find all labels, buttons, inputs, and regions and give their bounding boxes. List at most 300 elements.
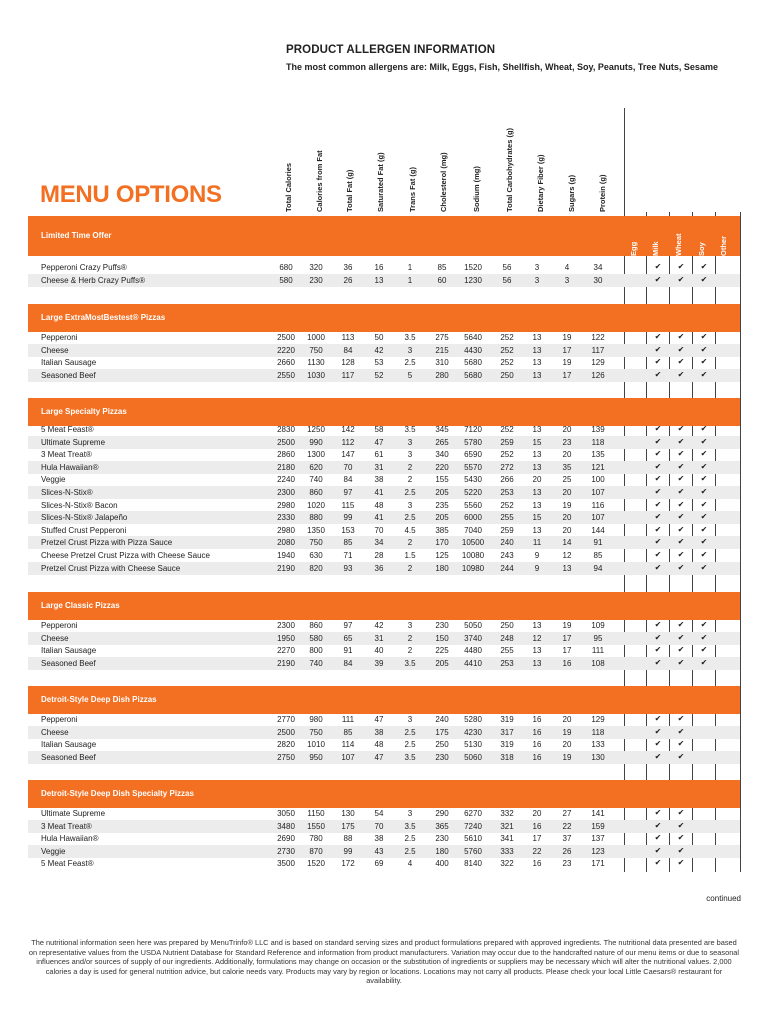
nutrition-value: 3.5 xyxy=(404,752,416,762)
check-icon: ✔ xyxy=(700,424,708,433)
nutrition-value: 250 xyxy=(500,621,514,630)
check-icon: ✔ xyxy=(700,645,708,655)
nutrition-value: 26 xyxy=(343,275,353,285)
section-title: Detroit-Style Deep Dish Pizzas xyxy=(41,695,157,704)
item-name: Cheese xyxy=(41,633,69,643)
nutrition-value: 2500 xyxy=(277,727,295,737)
nutrition-value: 172 xyxy=(341,859,355,869)
document-header xyxy=(286,44,718,72)
check-icon: ✔ xyxy=(654,726,662,736)
section-header xyxy=(28,304,740,332)
nutrition-value: 8140 xyxy=(464,859,482,869)
nutrition-value: 20 xyxy=(562,488,572,497)
nutrition-value: 109 xyxy=(591,621,605,630)
check-icon: ✔ xyxy=(654,332,662,341)
nutrition-value: 252 xyxy=(500,333,514,342)
nutrition-value: 7120 xyxy=(464,425,482,434)
check-icon: ✔ xyxy=(677,369,685,379)
nutrition-value: 155 xyxy=(435,475,449,485)
nutrition-value: 16 xyxy=(374,263,384,272)
item-name: Pepperoni Crazy Puffs® xyxy=(41,263,127,272)
table-row xyxy=(28,448,740,461)
nutrition-value: 880 xyxy=(309,513,323,523)
item-name: 3 Meat Treat® xyxy=(41,450,92,460)
nutrition-value: 115 xyxy=(341,500,355,510)
nutrition-value: 85 xyxy=(437,263,447,272)
nutrition-value: 4230 xyxy=(464,727,482,737)
column-header-label: Saturated Fat (g) xyxy=(376,152,385,212)
nutrition-value: 13 xyxy=(532,345,542,355)
check-icon: ✔ xyxy=(654,499,662,509)
check-icon: ✔ xyxy=(677,449,685,459)
nutrition-value: 252 xyxy=(500,425,514,434)
check-icon: ✔ xyxy=(654,739,662,749)
check-icon: ✔ xyxy=(654,524,662,534)
nutrition-value: 2 xyxy=(407,646,413,656)
check-icon: ✔ xyxy=(654,845,662,855)
allergen-header-label: Soy xyxy=(697,242,706,256)
nutrition-value: 128 xyxy=(341,358,355,368)
nutrition-value: 2860 xyxy=(277,450,295,460)
check-icon: ✔ xyxy=(677,262,685,271)
nutrition-value: 19 xyxy=(562,727,572,737)
nutrition-value: 112 xyxy=(341,437,355,447)
nutrition-value: 133 xyxy=(591,740,605,750)
nutrition-value: 19 xyxy=(562,752,572,762)
nutrition-value: 3.5 xyxy=(404,821,416,831)
nutrition-value: 5560 xyxy=(464,500,482,510)
nutrition-value: 253 xyxy=(500,658,514,668)
nutrition-value: 30 xyxy=(593,275,603,285)
nutrition-value: 60 xyxy=(437,275,447,285)
nutrition-value: 2240 xyxy=(277,475,295,485)
table-row xyxy=(28,261,740,274)
check-icon: ✔ xyxy=(677,344,685,354)
table-row xyxy=(28,436,740,449)
nutrition-value: 345 xyxy=(435,425,449,434)
nutrition-value: 820 xyxy=(309,563,323,573)
check-icon: ✔ xyxy=(677,332,685,341)
nutrition-value: 1520 xyxy=(307,859,325,869)
check-icon: ✔ xyxy=(677,714,685,723)
nutrition-value: 1020 xyxy=(307,500,325,510)
nutrition-value: 2220 xyxy=(277,345,295,355)
nutrition-value: 244 xyxy=(500,563,514,573)
column-header-label: Total Carbohydrates (g) xyxy=(505,127,514,212)
nutrition-value: 2770 xyxy=(277,715,295,724)
item-name: Seasoned Beef xyxy=(41,370,96,380)
nutrition-value: 580 xyxy=(309,633,323,643)
nutrition-value: 107 xyxy=(591,513,605,523)
nutrition-value: 1250 xyxy=(307,425,325,434)
nutrition-value: 17 xyxy=(562,345,572,355)
nutrition-value: 250 xyxy=(435,740,449,750)
nutrition-value: 240 xyxy=(435,715,449,724)
nutrition-value: 147 xyxy=(341,450,355,460)
item-name: Pepperoni xyxy=(41,621,78,630)
item-name: Veggie xyxy=(41,846,66,856)
nutrition-value: 225 xyxy=(435,646,449,656)
nutrition-value: 180 xyxy=(435,846,449,856)
nutrition-value: 10080 xyxy=(461,551,485,560)
nutrition-value: 320 xyxy=(309,263,323,272)
nutrition-value: 129 xyxy=(591,358,605,368)
nutrition-value: 129 xyxy=(591,715,605,724)
allergen-header-label: Egg xyxy=(629,241,638,256)
nutrition-value: 118 xyxy=(591,437,605,447)
nutrition-value: 16 xyxy=(532,821,542,831)
item-name: Veggie xyxy=(41,475,66,485)
nutrition-value: 111 xyxy=(591,646,605,656)
nutrition-value: 255 xyxy=(500,646,514,656)
table-row xyxy=(28,536,740,549)
check-icon: ✔ xyxy=(654,833,662,843)
nutrition-value: 61 xyxy=(374,450,384,460)
nutrition-value: 126 xyxy=(591,370,605,380)
check-icon: ✔ xyxy=(700,461,708,471)
column-header xyxy=(343,110,357,212)
check-icon: ✔ xyxy=(677,726,685,736)
nutrition-value: 23 xyxy=(562,859,572,869)
nutrition-value: 122 xyxy=(591,333,605,342)
nutrition-value: 41 xyxy=(374,488,384,497)
nutrition-value: 1 xyxy=(407,263,413,272)
nutrition-value: 2270 xyxy=(277,646,295,656)
nutrition-value: 13 xyxy=(532,621,542,630)
nutrition-value: 1150 xyxy=(307,809,325,818)
nutrition-value: 13 xyxy=(532,450,542,460)
check-icon: ✔ xyxy=(654,344,662,354)
column-header-label: Sugars (g) xyxy=(567,174,576,212)
table-row xyxy=(28,820,740,833)
nutrition-value: 117 xyxy=(341,370,355,380)
nutrition-value: 48 xyxy=(374,500,384,510)
table-row xyxy=(28,369,740,382)
section-header xyxy=(28,686,740,714)
nutrition-value: 20 xyxy=(532,475,542,485)
nutrition-value: 48 xyxy=(374,740,384,750)
nutrition-value: 139 xyxy=(591,425,605,434)
nutrition-value: 2830 xyxy=(277,425,295,434)
item-name: Slices-N-Stix® Jalapeño xyxy=(41,513,128,523)
allergen-divider xyxy=(740,212,741,872)
check-icon: ✔ xyxy=(654,357,662,367)
check-icon: ✔ xyxy=(700,499,708,509)
nutrition-value: 2.5 xyxy=(404,513,416,523)
nutrition-value: 2 xyxy=(407,563,413,573)
item-name: Cheese & Herb Crazy Puffs® xyxy=(41,275,146,285)
table-row xyxy=(28,274,740,287)
nutrition-value: 111 xyxy=(341,715,355,724)
nutrition-value: 4410 xyxy=(464,658,482,668)
nutrition-value: 2980 xyxy=(277,500,295,510)
nutrition-value: 2550 xyxy=(277,370,295,380)
nutrition-value: 1230 xyxy=(464,275,482,285)
nutrition-value: 175 xyxy=(341,821,355,831)
nutrition-value: 56 xyxy=(502,275,512,285)
item-name: Slices-N-Stix® Bacon xyxy=(41,500,118,510)
nutrition-value: 113 xyxy=(341,333,355,342)
item-name: Seasoned Beef xyxy=(41,658,96,668)
nutrition-value: 3 xyxy=(407,345,413,355)
nutrition-value: 38 xyxy=(374,727,384,737)
check-icon: ✔ xyxy=(654,436,662,446)
table-row xyxy=(28,511,740,524)
nutrition-value: 2.5 xyxy=(404,846,416,856)
nutrition-value: 750 xyxy=(309,727,323,737)
nutrition-value: 230 xyxy=(435,834,449,844)
nutrition-value: 20 xyxy=(532,809,542,818)
nutrition-value: 230 xyxy=(435,752,449,762)
nutrition-value: 85 xyxy=(593,551,603,560)
nutrition-value: 3 xyxy=(407,715,413,724)
nutrition-value: 144 xyxy=(591,525,605,535)
nutrition-value: 5760 xyxy=(464,846,482,856)
nutrition-value: 5680 xyxy=(464,358,482,368)
table-row xyxy=(28,845,740,858)
nutrition-value: 38 xyxy=(374,834,384,844)
nutrition-value: 5780 xyxy=(464,437,482,447)
check-icon: ✔ xyxy=(654,562,662,572)
nutrition-value: 99 xyxy=(343,846,353,856)
column-header-label: Trans Fat (g) xyxy=(408,166,417,212)
nutrition-value: 259 xyxy=(500,437,514,447)
check-icon: ✔ xyxy=(700,474,708,484)
check-icon: ✔ xyxy=(677,657,685,667)
nutrition-value: 2.5 xyxy=(404,727,416,737)
check-icon: ✔ xyxy=(700,436,708,446)
nutrition-value: 2330 xyxy=(277,513,295,523)
check-icon: ✔ xyxy=(654,657,662,667)
nutrition-value: 4 xyxy=(407,859,413,869)
nutrition-value: 252 xyxy=(500,500,514,510)
nutrition-value: 19 xyxy=(562,621,572,630)
nutrition-value: 2190 xyxy=(277,563,295,573)
check-icon: ✔ xyxy=(677,474,685,484)
nutrition-value: 13 xyxy=(532,462,542,472)
nutrition-value: 114 xyxy=(341,740,355,750)
column-header xyxy=(437,110,451,212)
nutrition-value: 230 xyxy=(435,621,449,630)
nutrition-value: 94 xyxy=(593,563,603,573)
nutrition-value: 69 xyxy=(374,859,384,869)
nutrition-value: 13 xyxy=(532,358,542,368)
nutrition-value: 141 xyxy=(591,809,605,818)
check-icon: ✔ xyxy=(700,620,708,629)
nutrition-value: 620 xyxy=(309,462,323,472)
table-row xyxy=(28,549,740,562)
nutrition-value: 170 xyxy=(435,538,449,548)
table-row xyxy=(28,486,740,499)
nutrition-value: 4480 xyxy=(464,646,482,656)
nutrition-value: 3 xyxy=(534,275,540,285)
nutrition-value: 20 xyxy=(562,525,572,535)
nutrition-value: 4430 xyxy=(464,345,482,355)
nutrition-value: 123 xyxy=(591,846,605,856)
nutrition-value: 750 xyxy=(309,538,323,548)
item-name: Seasoned Beef xyxy=(41,752,96,762)
nutrition-value: 43 xyxy=(374,846,384,856)
nutrition-value: 7240 xyxy=(464,821,482,831)
check-icon: ✔ xyxy=(677,524,685,534)
check-icon: ✔ xyxy=(677,739,685,749)
check-icon: ✔ xyxy=(654,512,662,522)
nutrition-value: 22 xyxy=(532,846,542,856)
table-row xyxy=(28,344,740,357)
nutrition-value: 6000 xyxy=(464,513,482,523)
nutrition-value: 13 xyxy=(532,333,542,342)
nutrition-value: 800 xyxy=(309,646,323,656)
column-header xyxy=(313,110,327,212)
table-row xyxy=(28,738,740,751)
nutrition-value: 1550 xyxy=(307,821,325,831)
nutrition-value: 26 xyxy=(562,846,572,856)
nutrition-value: 65 xyxy=(343,633,353,643)
nutrition-value: 5220 xyxy=(464,488,482,497)
nutrition-value: 150 xyxy=(435,633,449,643)
nutrition-value: 2.5 xyxy=(404,358,416,368)
nutrition-value: 13 xyxy=(532,500,542,510)
nutrition-value: 85 xyxy=(343,538,353,548)
nutrition-value: 20 xyxy=(562,450,572,460)
nutrition-value: 1130 xyxy=(307,358,325,368)
nutrition-value: 252 xyxy=(500,450,514,460)
nutrition-value: 53 xyxy=(374,358,384,368)
nutrition-value: 175 xyxy=(435,727,449,737)
nutrition-value: 332 xyxy=(500,809,514,818)
column-header xyxy=(406,110,420,212)
nutrition-value: 25 xyxy=(562,475,572,485)
check-icon: ✔ xyxy=(677,751,685,761)
nutrition-value: 23 xyxy=(562,437,572,447)
allergen-header-label: Wheat xyxy=(674,233,683,256)
nutrition-value: 1 xyxy=(407,275,413,285)
item-name: Hula Hawaiian® xyxy=(41,834,99,844)
table-row xyxy=(28,356,740,369)
check-icon: ✔ xyxy=(700,274,708,284)
nutrition-value: 142 xyxy=(341,425,355,434)
nutrition-value: 91 xyxy=(593,538,603,548)
nutrition-value: 108 xyxy=(591,658,605,668)
nutrition-value: 3.5 xyxy=(404,425,416,434)
nutrition-value: 19 xyxy=(562,333,572,342)
nutrition-value: 9 xyxy=(534,563,540,573)
nutrition-value: 97 xyxy=(343,488,353,497)
check-icon: ✔ xyxy=(677,357,685,367)
nutrition-value: 870 xyxy=(309,846,323,856)
nutrition-value: 205 xyxy=(435,488,449,497)
nutrition-value: 180 xyxy=(435,563,449,573)
nutrition-value: 680 xyxy=(279,263,293,272)
check-icon: ✔ xyxy=(654,487,662,496)
item-name: Ultimate Supreme xyxy=(41,437,106,447)
table-row xyxy=(28,832,740,845)
nutrition-value: 47 xyxy=(374,752,384,762)
check-icon: ✔ xyxy=(677,845,685,855)
nutrition-value: 135 xyxy=(591,450,605,460)
check-icon: ✔ xyxy=(700,332,708,341)
allergen-header xyxy=(696,214,710,256)
nutrition-value: 38 xyxy=(374,475,384,485)
check-icon: ✔ xyxy=(700,357,708,367)
item-name: 5 Meat Feast® xyxy=(41,859,94,869)
nutrition-value: 100 xyxy=(591,475,605,485)
nutrition-value: 130 xyxy=(591,752,605,762)
check-icon: ✔ xyxy=(654,751,662,761)
column-header-label: Cholesterol (mg) xyxy=(439,152,448,212)
check-icon: ✔ xyxy=(654,808,662,817)
nutrition-value: 17 xyxy=(562,646,572,656)
nutrition-value: 5680 xyxy=(464,370,482,380)
nutrition-value: 88 xyxy=(343,834,353,844)
nutrition-value: 118 xyxy=(591,727,605,737)
section-title: Large Classic Pizzas xyxy=(41,601,120,610)
nutrition-value: 235 xyxy=(435,500,449,510)
item-name: Pepperoni xyxy=(41,333,78,342)
nutrition-value: 36 xyxy=(374,563,384,573)
nutrition-value: 84 xyxy=(343,345,353,355)
column-header xyxy=(534,110,548,212)
nutrition-value: 1000 xyxy=(307,333,325,342)
nutrition-value: 255 xyxy=(500,513,514,523)
nutrition-value: 3050 xyxy=(277,809,295,818)
nutrition-value: 14 xyxy=(562,538,572,548)
allergen-header xyxy=(673,214,687,256)
nutrition-value: 3 xyxy=(564,275,570,285)
nutrition-value: 1950 xyxy=(277,633,295,643)
check-icon: ✔ xyxy=(677,645,685,655)
nutrition-value: 2190 xyxy=(277,658,295,668)
nutrition-value: 20 xyxy=(562,513,572,523)
column-header-label: Sodium (mg) xyxy=(472,166,481,212)
column-header xyxy=(596,110,610,212)
nutrition-value: 13 xyxy=(532,370,542,380)
nutrition-value: 2500 xyxy=(277,333,295,342)
nutrition-value: 22 xyxy=(562,821,572,831)
nutrition-value: 259 xyxy=(500,525,514,535)
nutrition-value: 3.5 xyxy=(404,333,416,342)
nutrition-value: 171 xyxy=(591,859,605,869)
item-name: Hula Hawaiian® xyxy=(41,462,99,472)
check-icon: ✔ xyxy=(677,632,685,642)
nutrition-value: 980 xyxy=(309,715,323,724)
nutrition-value: 27 xyxy=(562,809,572,818)
nutrition-value: 13 xyxy=(374,275,384,285)
nutrition-value: 84 xyxy=(343,475,353,485)
menu-options-title: MENU OPTIONS xyxy=(40,181,222,208)
nutrition-value: 37 xyxy=(562,834,572,844)
nutrition-value: 28 xyxy=(374,551,384,560)
nutrition-value: 91 xyxy=(343,646,353,656)
nutrition-value: 12 xyxy=(562,551,572,560)
table-row xyxy=(28,461,740,474)
nutrition-value: 275 xyxy=(435,333,449,342)
nutrition-value: 7040 xyxy=(464,525,482,535)
column-header xyxy=(282,110,296,212)
item-name: Pretzel Crust Pizza with Pizza Sauce xyxy=(41,538,173,548)
page-subtitle: The most common allergens are: Milk, Eggs, Fish, Shellfish, Wheat, Soy, Peanuts, Tree Nuts, Sesame xyxy=(286,62,718,72)
nutrition-value: 97 xyxy=(343,621,353,630)
nutrition-value: 13 xyxy=(532,525,542,535)
nutrition-value: 17 xyxy=(562,370,572,380)
nutrition-value: 230 xyxy=(309,275,323,285)
nutrition-value: 2.5 xyxy=(404,834,416,844)
nutrition-value: 740 xyxy=(309,475,323,485)
nutrition-value: 5610 xyxy=(464,834,482,844)
nutrition-value: 130 xyxy=(341,809,355,818)
nutrition-value: 125 xyxy=(435,551,449,560)
table-row xyxy=(28,751,740,764)
